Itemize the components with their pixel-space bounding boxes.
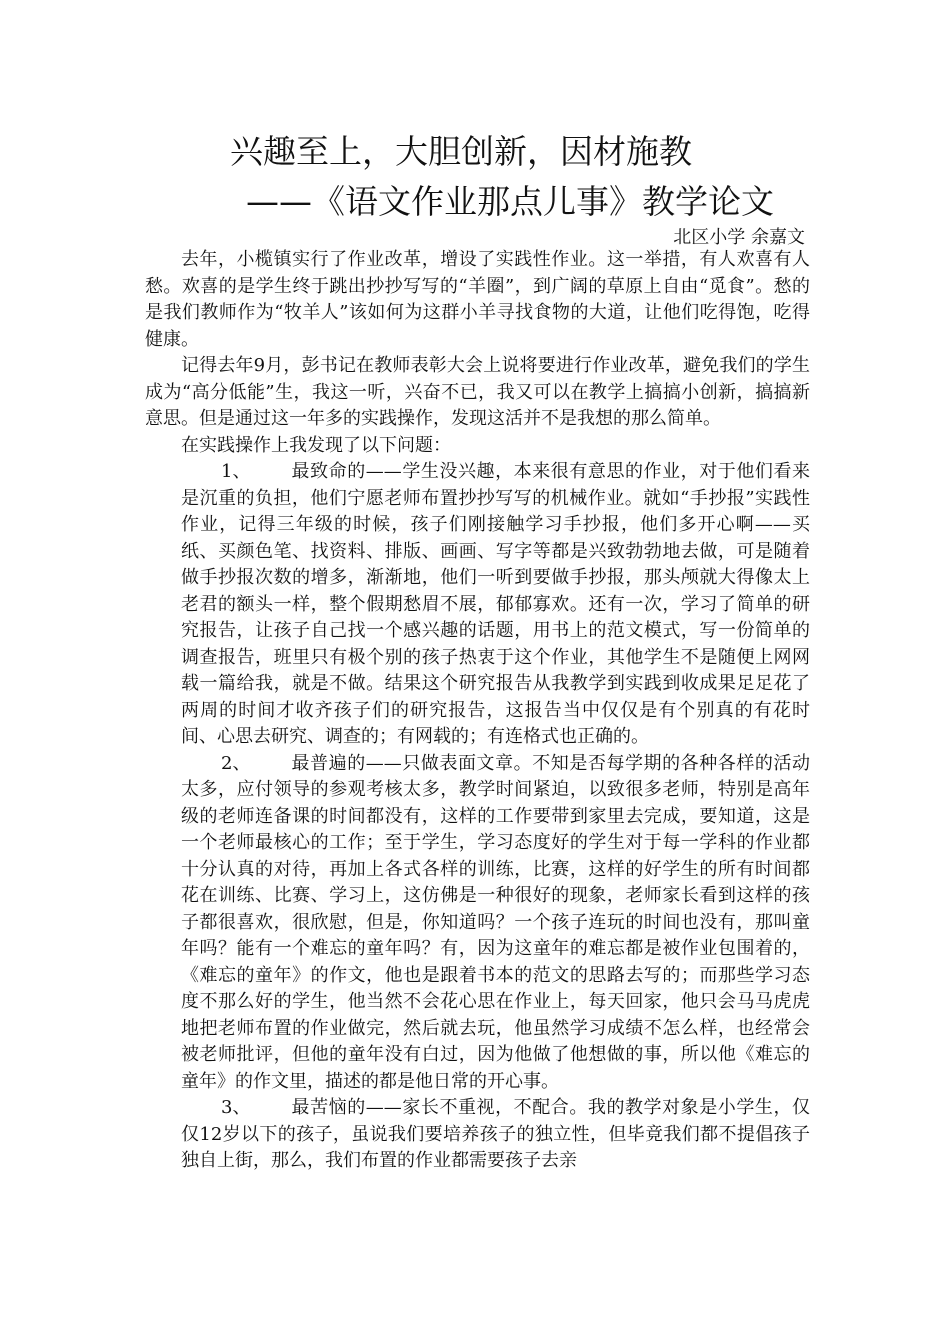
list-number: 1、 — [221, 461, 251, 482]
paragraph-intro: 去年，小榄镇实行了作业改革，增设了实践性作业。这一举措，有人欢喜有人愁。欢喜的是学生终于跳出抄抄写写的“羊圈”，到广阔的草原上自由“觅食”。愁的是我们教师作为“牧羊人”该如何为这群小羊寻找食物的大道，让他们吃得饱，吃得健康。 — [145, 249, 810, 350]
list-item-text: 最普遍的——只做表面文章。不知是否每学期的各种各样的活动太多，应付领导的参观考核太多，教学时间紧迫，以致很多老师，特别是高年级的老师连备课的时间都没有，这样的工作要带到家里去完成，要知道，这是一个老师最核心的工作；至于学生，学习态度好的学生对于每一学科的作业都十分认真的对待，再加上各式各样的训练，比赛，这样的好学生的所有时间都花在训练、比赛、学习上，这仿佛是一种很好的现象，老师家长看到这样的孩子都很喜欢，很欣慰，但是，你知道吗？一个孩子连玩的时间也没有，那叫童年吗？能有一个难忘的童年吗？有，因为这童年的难忘都是被作业包围着的，《难忘的童年》的作文，他也是跟着书本的范文的思路去写的；而那些学习态度不那么好的学生，他当然不会花心思在作业上，每天回家，他只会马马虎虎地把老师布置的作业做完，然后就去玩，他虽然学习成绩不怎么样，也经常会被老师批评，但他的童年没有白过，因为他做了他想做的事，所以他《难忘的童年》的作文里，描述的都是他日常的开心事。 — [181, 752, 810, 1092]
paragraph-background: 记得去年9月，彭书记在教师表彰大会上说将要进行作业改革，避免我们的学生成为“高分低能”生，我这一听，兴奋不已，我又可以在教学上搞搞小创新，搞搞新意思。但是通过这一年多的实践操作，发现这活并不是我想的那么简单。 — [145, 355, 810, 429]
list-number: 3、 — [221, 1097, 251, 1118]
document-title: 兴趣至上，大胆创新，因材施教 — [230, 132, 692, 171]
list-item-text: 最苦恼的——家长不重视，不配合。我的教学对象是小学生，仅仅12岁以下的孩子，虽说我们要培养孩子的独立性，但毕竟我们都不提倡孩子独自上街，那么，我们布置的作业都需要孩子去亲 — [181, 1097, 810, 1171]
list-item-text: 最致命的——学生没兴趣，本来很有意思的作业，对于他们看来是沉重的负担，他们宁愿老师布置抄抄写写的机械作业。就如“手抄报”实践性作业，记得三年级的时候，孩子们刚接触学习手抄报，他们多开心啊——买纸、买颜色笔、找资料、排版、画画、写字等都是兴致勃勃地去做，可是随着做手抄报次数的增多，渐渐地，他们一听到要做手抄报，那头颅就大得像太上老君的额头一样，整个假期愁眉不展，郁郁寡欢。还有一次，学习了简单的研究报告，让孩子自己找一个感兴趣的话题，用书上的范文模式，写一份简单的调查报告，班里只有极个别的孩子热衷于这个作业，其他学生不是随便上网网载一篇给我，就是不做。结果这个研究报告从我教学到实践到收成果足足花了两周的时间才收齐孩子们的研究报告，这报告当中仅仅是有个别真的有花时间、心思去研究、调查的；有网载的；有连格式也正确的。 — [181, 461, 810, 747]
paragraph-problems-lead: 在实践操作上我发现了以下问题： — [181, 434, 451, 456]
list-item-problem-3 — [145, 1095, 810, 1175]
document-body — [145, 247, 810, 1175]
list-item-problem-2 — [145, 751, 810, 1096]
author-byline: 北区小学 余嘉文 — [673, 227, 805, 248]
document-subtitle: ——《语文作业那点儿事》教学论文 — [246, 182, 774, 221]
list-number: 2、 — [221, 752, 251, 774]
list-item-problem-1 — [145, 459, 810, 751]
